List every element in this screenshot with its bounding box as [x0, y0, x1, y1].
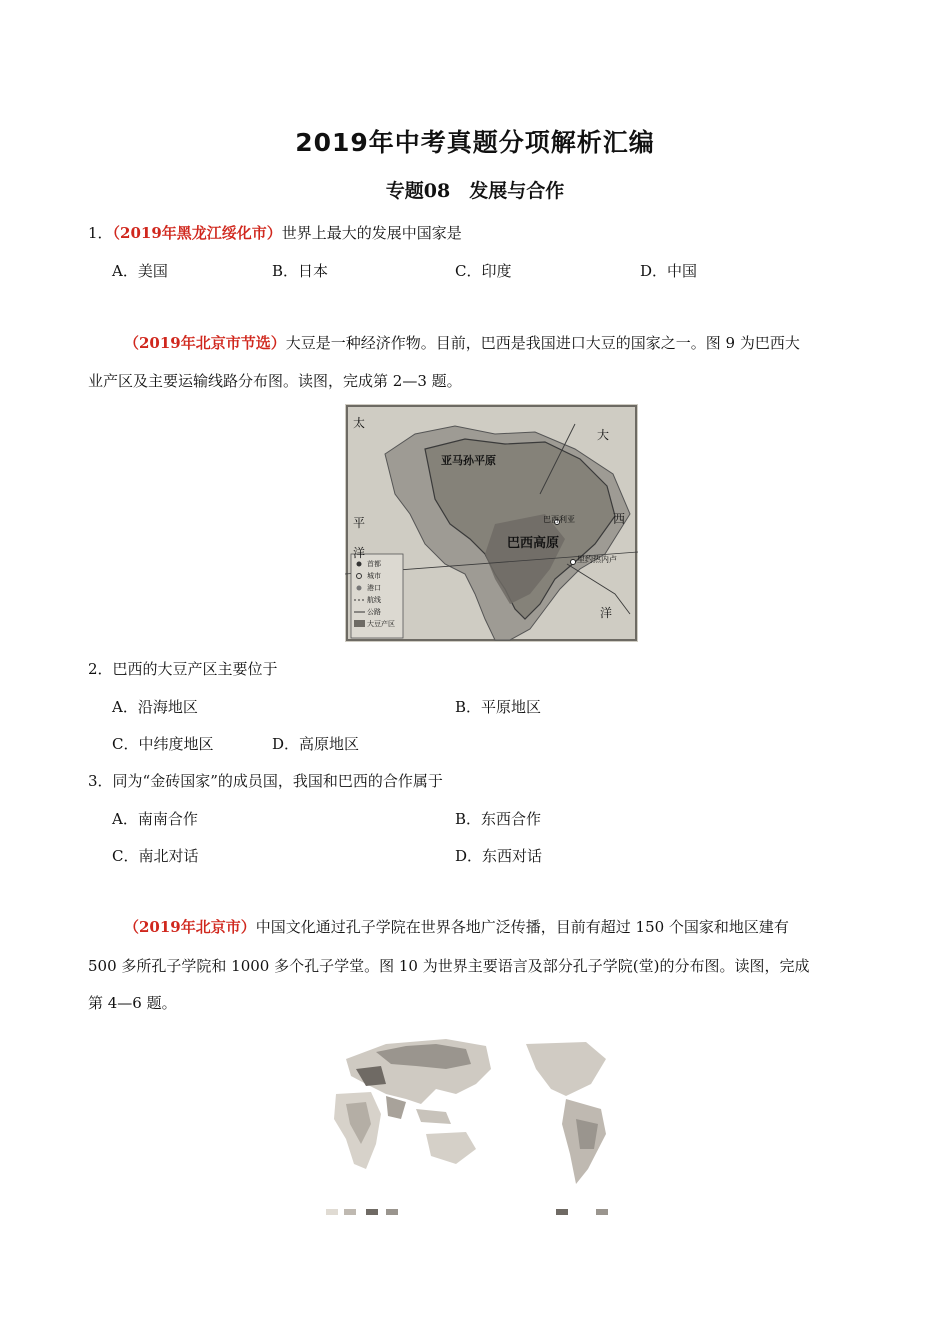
passage-2-line-1: [124, 914, 789, 940]
map-label-city: 里约热内卢: [577, 555, 617, 564]
q1-option-d: D．中国: [640, 262, 698, 280]
passage-source: （2019年北京市节选）: [124, 334, 286, 352]
q2-option-a: A．沿海地区: [112, 698, 198, 716]
question-number: 2．: [88, 660, 113, 678]
question-stem: 世界上最大的发展中国家是: [281, 224, 462, 242]
map-label-ocean: 大: [597, 428, 610, 442]
q1-option-c: C．印度: [455, 262, 512, 280]
world-map: [326, 1024, 626, 1224]
legend-port-icon: [357, 586, 362, 591]
passage-2-line-3: 第 4—6 题。: [88, 994, 177, 1012]
question-stem: 同为“金砖国家”的成员国，我国和巴西的合作属于: [112, 772, 443, 790]
brazil-map: [345, 404, 638, 642]
map-label-ocean: 平: [353, 516, 366, 530]
question-number: 1．: [88, 224, 113, 242]
passage-1-line-2: 业产区及主要运输线路分布图。读图，完成第 2—3 题。: [88, 372, 462, 390]
q1-option-a: A．美国: [112, 262, 168, 280]
question-source: （2019年黑龙江绥化市）: [112, 224, 282, 242]
legend-label: 港口: [367, 584, 381, 592]
map-label-ocean: 洋: [353, 546, 366, 560]
question-stem: 巴西的大豆产区主要位于: [112, 660, 278, 678]
map-label-plateau: 巴西高原: [507, 536, 560, 551]
map-label-ocean: 洋: [600, 606, 613, 620]
passage-source: （2019年北京市）: [124, 918, 256, 936]
legend-soy-icon: [354, 620, 365, 627]
q2-option-c: C．中纬度地区: [112, 735, 214, 753]
q3-option-c: C．南北对话: [112, 847, 199, 865]
passage-1-line-1: [124, 330, 800, 356]
page-title: 2019年中考真题分项解析汇编: [295, 128, 655, 157]
legend-label: 大豆产区: [367, 620, 395, 628]
legend-label: 公路: [367, 608, 381, 616]
legend-label: 航线: [367, 596, 381, 604]
q3-option-a: A．南南合作: [112, 810, 198, 828]
legend-capital-icon: [357, 562, 362, 567]
map-label-ocean: 太: [353, 416, 366, 430]
map-label-ocean: 西: [613, 512, 626, 526]
legend-label: 城市: [367, 572, 381, 580]
passage-text: 中国文化通过孔子学院在世界各地广泛传播，目前有超过 150 个国家和地区建有: [255, 918, 789, 936]
q2-option-d: D．高原地区: [272, 735, 360, 753]
question-number: 3．: [88, 772, 113, 790]
brazil-map-figure: [345, 404, 638, 642]
q3-option-b: B．东西合作: [455, 810, 542, 828]
question-2: [88, 658, 278, 679]
question-3: [88, 770, 443, 791]
q1-option-b: B．日本: [272, 262, 329, 280]
map-label-city: 巴西利亚: [543, 515, 575, 524]
passage-text: 大豆是一种经济作物。目前，巴西是我国进口大豆的国家之一。图 9 为巴西大: [285, 334, 800, 352]
legend-label: 首都: [367, 560, 381, 568]
page-subtitle: 专题08 发展与合作: [385, 180, 565, 202]
world-map-figure: [326, 1024, 626, 1224]
q3-option-d: D．东西对话: [455, 847, 543, 865]
question-1: [88, 222, 462, 243]
passage-2-line-2: 500 多所孔子学院和 1000 多个孔子学堂。图 10 为世界主要语言及部分孔子学院(堂)的分布图。读图，完成: [88, 957, 810, 975]
q2-option-b: B．平原地区: [455, 698, 542, 716]
map-label-amazon: 亚马孙平原: [441, 454, 496, 467]
